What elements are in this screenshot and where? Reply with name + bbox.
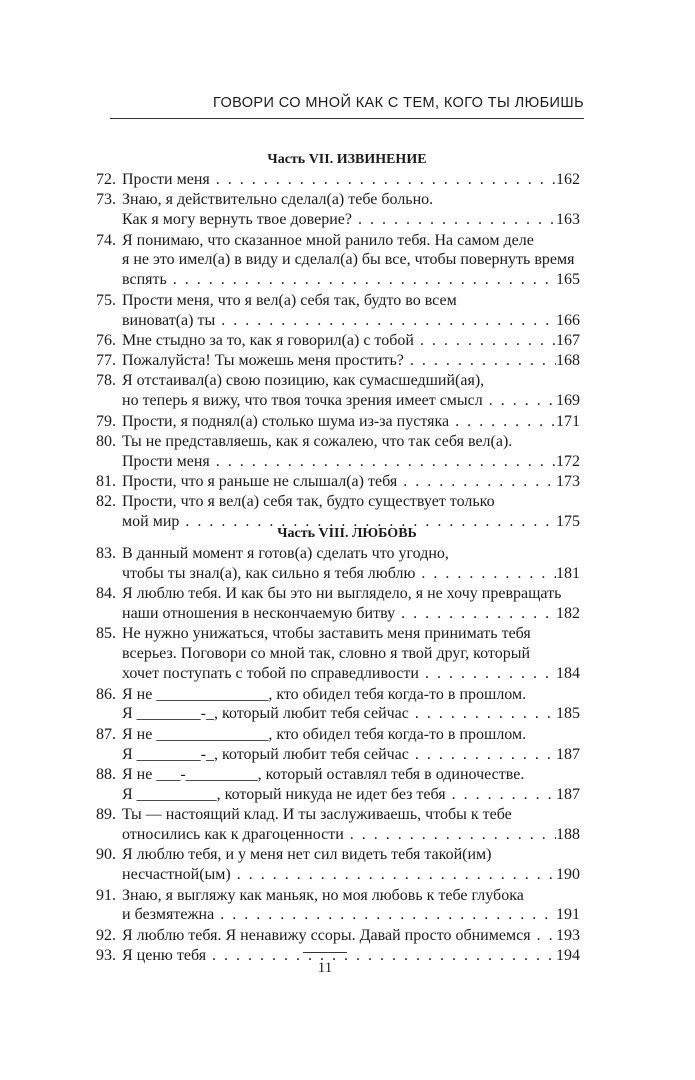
toc-entry [96,926,580,946]
entry-line: всерьез. Поговори со мной так, словно я твой друг, который [122,645,531,663]
entry-line [122,331,580,351]
entry-line [122,412,580,432]
entry-body [122,291,580,331]
toc-entry [96,291,580,331]
entry-body [122,412,580,432]
entry-page: 193 [556,926,580,944]
entry-number: 72. [96,171,116,188]
entry-number: 79. [96,412,116,430]
entry-body [122,584,580,624]
entry-number: 84. [96,585,116,603]
entry-page: 181 [556,564,580,582]
entry-text: вспять [122,271,167,289]
entry-text: хочет поступать с тобой по справедливости [122,665,419,683]
toc-entry [96,845,580,885]
entry-text: Пожалуйста! Ты можешь меня простить? [122,352,404,370]
dot-leader [210,452,556,472]
entry-line [122,905,580,925]
dot-leader [449,412,556,432]
entry-text: Я ________-_, который любит тебя сейчас [122,705,409,723]
dot-leader [206,946,556,966]
dot-leader [483,391,556,411]
dot-leader [531,926,556,946]
entry-text: чтобы ты знал(а), как сильно я тебя люблю [122,564,416,582]
dot-leader [231,865,556,885]
toc-entry [96,190,580,230]
entry-body [122,351,580,371]
entry-text: Как я могу вернуть твое доверие? [122,211,352,229]
entry-number: 80. [96,432,116,450]
entry-line [122,825,580,845]
toc-entry [96,584,580,624]
entry-line [122,311,580,331]
entry-line [122,170,580,190]
entry-body [122,624,580,684]
entry-number: 73. [96,191,116,209]
entry-line: я не это имел(а) в виду и сделал(а) бы все, чтобы повернуть время [122,251,575,269]
entry-text: мой мир [122,513,180,531]
toc-entry [96,725,580,765]
toc-entry [96,432,580,472]
entry-body [122,926,580,946]
entry-number: 88. [96,765,116,783]
section-title-part-7: Часть VII. ИЗВИНЕНИЕ [267,152,427,167]
entry-line: Ты не представляешь, как я сожалею, что так себя вел(а). [122,432,513,450]
dot-leader [214,905,556,925]
entry-line: Знаю, я действительно сделал(а) тебе больно. [122,191,434,209]
entry-line: Я понимаю, что сказанное мной ранило тебя. На самом деле [122,231,534,249]
entry-page: 182 [556,605,580,623]
dot-leader [404,351,556,371]
entry-page: 162 [556,171,580,188]
dot-leader [344,825,556,845]
entry-number: 91. [96,886,116,904]
entry-text: Прости меня [122,171,210,188]
entry-text: несчастной(ым) [122,866,231,884]
entry-line: Прости, что я вел(а) себя так, будто существует только [122,493,495,511]
entry-text: относились как к драгоценности [122,826,344,844]
entry-page: 175 [556,513,580,531]
entry-text: Прости, я поднял(а) столько шума из-за пустяка [122,412,450,430]
page-number: 11 [317,960,333,976]
entry-body [122,432,580,472]
entry-line [122,946,580,966]
entry-text: виноват(а) ты [122,311,216,329]
entry-line: Знаю, я выгляжу как маньяк, но моя любовь к тебе глубока [122,886,524,904]
dot-leader [409,745,556,765]
entry-line: Я отстаивал(а) свою позицию, как сумасшедший(ая), [122,372,485,390]
entry-body [122,685,580,725]
header-rule [110,118,584,119]
toc-entry [96,624,580,684]
entry-page: 166 [556,311,580,329]
entry-body [122,886,580,926]
dot-leader [397,472,556,492]
dot-leader [167,270,556,290]
toc-entry [96,331,580,351]
entry-page: 167 [556,331,580,349]
entry-number: 85. [96,625,116,643]
entry-line: Ты — настоящий клад. И ты заслуживаешь, чтобы к тебе [122,806,512,824]
toc-entry [96,170,580,190]
entry-line [122,391,580,411]
entry-line [122,604,580,624]
dot-leader [352,210,556,230]
entry-body [122,170,580,190]
running-header: ГОВОРИ СО МНОЙ КАК С ТЕМ, КОГО ТЫ ЛЮБИШЬ [213,95,584,111]
entry-page: 165 [556,271,580,289]
entry-line [122,704,580,724]
entry-number: 86. [96,685,116,703]
dot-leader [409,704,556,724]
toc-entry [96,472,580,492]
entry-line: Я не ___-_________, который оставлял тебя в одиночестве. [122,765,525,783]
entry-number: 92. [96,926,116,944]
entry-page: 184 [556,665,580,683]
entry-number: 89. [96,806,116,824]
entry-number: 75. [96,291,116,309]
entry-number: 76. [96,331,116,349]
entry-body [122,765,580,805]
entry-body [122,805,580,845]
toc-entry [96,412,580,432]
entry-page: 194 [556,947,580,965]
entry-body [122,946,580,966]
dot-leader [414,331,556,351]
entry-line [122,664,580,684]
entry-text: наши отношения в нескончаемую битву [122,605,396,623]
entry-line [122,351,580,371]
entry-line [122,210,580,230]
dot-leader [395,604,556,624]
entry-line: В данный момент я готов(а) сделать что угодно, [122,545,449,562]
entry-page: 163 [556,211,580,229]
entry-line: Я не ______________, кто обидел тебя когда-то в прошлом. [122,685,527,703]
entry-page: 168 [556,352,580,370]
entry-number: 81. [96,473,116,491]
entry-number: 74. [96,231,116,249]
toc-list-part-8 [96,544,580,966]
entry-page: 169 [556,392,580,410]
entry-text: Мне стыдно за то, как я говорил(а) с тобой [122,331,414,349]
entry-text: Прости меня [122,452,210,470]
entry-page: 185 [556,705,580,723]
toc-entry [96,805,580,845]
toc-entry [96,544,580,584]
entry-line [122,472,580,492]
section-title-part-8: Часть VIII. ЛЮБОВЬ [277,526,417,541]
entry-page: 191 [556,906,580,924]
toc-entry [96,351,580,371]
entry-page: 187 [556,745,580,763]
entry-line: Я не ______________, кто обидел тебя когда-то в прошлом. [122,725,527,743]
entry-body [122,231,580,291]
entry-body [122,190,580,230]
entry-number: 83. [96,545,116,562]
entry-body [122,845,580,885]
dot-leader [210,170,556,190]
toc-entry [96,886,580,926]
toc-list-part-7 [96,170,580,533]
footer-rule [303,952,347,953]
entry-line [122,452,580,472]
entry-number: 78. [96,372,116,390]
entry-body [122,472,580,492]
dot-leader [415,564,556,584]
entry-body [122,371,580,411]
toc-entry [96,685,580,725]
entry-line [122,926,580,946]
entry-line: Прости меня, что я вел(а) себя так, будто во всем [122,291,457,309]
entry-text: Я __________, который никуда не идет без тебя [122,785,446,803]
entry-text: Я люблю тебя. Я ненавижу ссоры. Давай просто обнимемся [122,926,531,944]
entry-body [122,331,580,351]
entry-text: но теперь я вижу, что твоя точка зрения имеет смысл [122,392,483,410]
entry-number: 82. [96,493,116,511]
entry-page: 188 [556,826,580,844]
entry-line [122,745,580,765]
entry-line [122,270,580,290]
entry-text: Я ________-_, который любит тебя сейчас [122,745,409,763]
entry-line [122,564,580,584]
entry-line: Я люблю тебя. И как бы это ни выглядело, я не хочу превращать [122,585,562,603]
entry-line: Я люблю тебя, и у меня нет сил видеть тебя такой(им) [122,846,492,864]
entry-page: 187 [556,785,580,803]
dot-leader [215,311,556,331]
entry-number: 77. [96,352,116,370]
entry-line [122,785,580,805]
toc-entry [96,371,580,411]
entry-page: 171 [556,412,580,430]
entry-text: Я ценю тебя [122,947,207,965]
entry-page: 172 [556,452,580,470]
entry-text: и безмятежна [122,906,215,924]
entry-number: 90. [96,846,116,864]
entry-body [122,725,580,765]
entry-line [122,865,580,885]
toc-entry [96,765,580,805]
entry-number: 93. [96,947,116,965]
entry-number: 87. [96,725,116,743]
entry-page: 190 [556,866,580,884]
entry-line: Не нужно унижаться, чтобы заставить меня принимать тебя [122,625,531,643]
entry-page: 173 [556,473,580,491]
entry-body [122,544,580,584]
toc-entry [96,231,580,291]
dot-leader [446,785,556,805]
dot-leader [419,664,556,684]
entry-text: Прости, что я раньше не слышал(а) тебя [122,473,398,491]
